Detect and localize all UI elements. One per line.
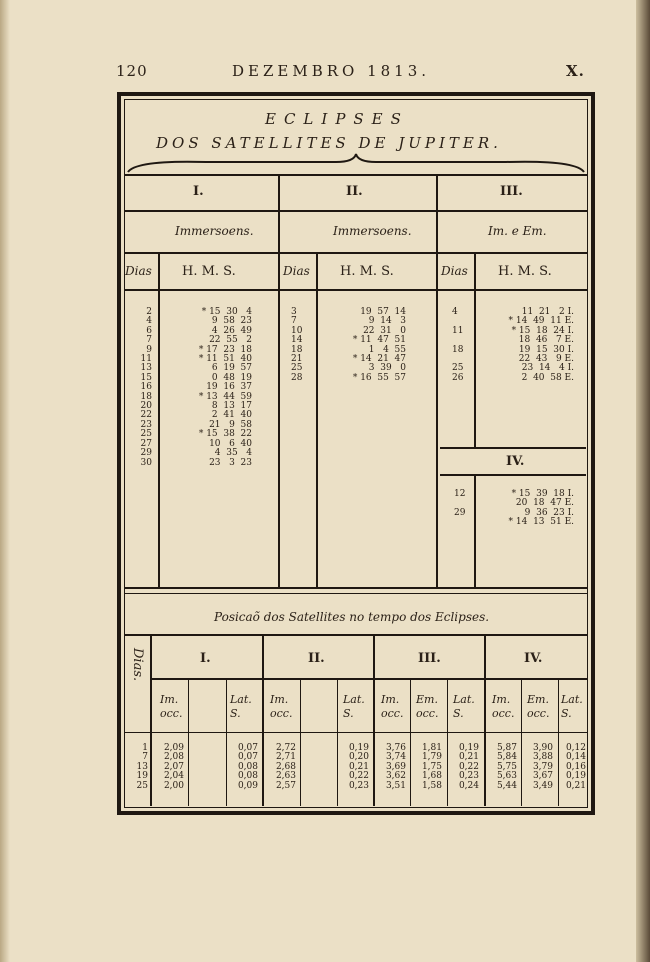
sub-lat-3: Lat. S. [453, 693, 475, 720]
sat-3-kind: Im. e Em. [488, 224, 547, 238]
hms-col-1: H. M. S. [182, 264, 236, 279]
sat-1-kind: Immersoens. [175, 224, 254, 238]
positions-title: Posicaõ dos Satellites no tempo dos Eclipses. [214, 610, 490, 624]
rule [124, 289, 588, 291]
sat-2-header: II. [346, 184, 363, 199]
sub-im-occ-2: Im. occ. [270, 693, 293, 720]
rule [440, 474, 586, 476]
rule [300, 680, 301, 806]
rule [436, 174, 438, 587]
eclipses-title: ECLIPSES [265, 110, 409, 128]
rule [558, 680, 559, 806]
sub-im-occ-4: Im. occ. [492, 693, 515, 720]
hms-col-3: H. M. S. [498, 264, 552, 279]
sat-3-header: III. [500, 184, 523, 199]
sat-2-days: 3 7 10 14 18 21 25 28 [291, 307, 303, 383]
sub-lat-4: Lat. S. [561, 693, 583, 720]
pos-3-em: 1,81 1,79 1,75 1,68 1,58 [421, 743, 442, 791]
sat-1-header: I. [193, 184, 204, 199]
pos-days: 1 7 13 19 25 [136, 743, 148, 791]
sub-im-occ-3: Im. occ. [381, 693, 404, 720]
dias-col-2: Dias [283, 264, 310, 278]
dias-vertical: Dias. [130, 648, 145, 682]
sub-lat-2: Lat. S. [343, 693, 365, 720]
sat-3-times: 11 21 2 I. * 14 49 11 E. * 15 18 24 I. 18 46 7 E. 19 15 30 I. 22 43 9 E. 23 14 4 I. 2 40 58 E. [508, 307, 574, 383]
pos-sat-3: III. [418, 651, 441, 666]
pos-sat-1: I. [200, 651, 211, 666]
rule [124, 210, 588, 212]
rule [337, 680, 338, 806]
sub-lat-1: Lat. S. [230, 693, 252, 720]
sat-4-times: * 15 39 18 I. 20 18 47 E. 9 36 23 I. * 14 13 51 E. [508, 489, 574, 528]
title-brace [126, 152, 586, 176]
dias-col-3: Dias [441, 264, 468, 278]
rule [262, 634, 264, 806]
pos-2-lat: 0,19 0,20 0,21 0,22 0,23 [348, 743, 369, 791]
pos-4-em: 3,90 3,88 3,79 3,67 3,49 [532, 743, 553, 791]
rule [447, 680, 448, 806]
page-number: 120 [116, 62, 148, 80]
sat-2-kind: Immersoens. [333, 224, 412, 238]
pos-sat-4: IV. [524, 651, 543, 666]
rule [158, 252, 160, 587]
pos-3-im: 3,76 3,74 3,69 3,62 3,51 [385, 743, 406, 791]
sat-1-days: 2 4 6 7 9 11 13 15 16 18 20 22 23 25 27 29 30 [140, 307, 152, 468]
rule [474, 252, 476, 447]
rule [124, 252, 588, 254]
page-edge [636, 0, 650, 962]
sat-2-times: 19 57 14 9 14 3 22 31 0 * 11 47 51 1 4 55 * 14 21 47 3 39 0 * 16 55 57 [352, 307, 406, 383]
sub-em-occ-4: Em. occ. [527, 693, 550, 720]
rule [124, 174, 588, 176]
pos-3-lat: 0,19 0,21 0,22 0,23 0,24 [458, 743, 479, 791]
rule [124, 634, 588, 636]
dias-col-1: Dias [125, 264, 152, 278]
sub-em-occ-3: Em. occ. [416, 693, 439, 720]
rule [150, 634, 152, 806]
page-spine-shadow [0, 0, 10, 962]
pos-sat-2: II. [308, 651, 325, 666]
pos-1-im: 2,09 2,08 2,07 2,04 2,00 [163, 743, 184, 791]
rule [440, 447, 586, 449]
rule [124, 587, 588, 589]
month-title: DEZEMBRO 1813. [232, 62, 431, 80]
pos-4-lat: 0,12 0,14 0,16 0,19 0,21 [565, 743, 586, 791]
sat-4-days: 12 29 [454, 489, 466, 518]
rule [474, 476, 476, 587]
rule [278, 174, 280, 587]
month-roman: X. [566, 62, 585, 80]
rule [484, 634, 486, 806]
pos-2-im: 2,72 2,71 2,68 2,63 2,57 [275, 743, 296, 791]
pos-1-lat: 0,07 0,07 0,08 0,08 0,09 [237, 743, 258, 791]
hms-col-2: H. M. S. [340, 264, 394, 279]
rule [152, 678, 588, 680]
rule [316, 252, 318, 587]
pos-4-im: 5,87 5,84 5,75 5,63 5,44 [496, 743, 517, 791]
sub-im-occ-1: Im. occ. [160, 693, 183, 720]
sat-1-times: * 15 30 4 9 58 23 4 26 49 22 55 2 * 17 23 18 * 11 51 40 6 19 57 0 48 19 19 16 37 * 13 44 59 8 13 17 2 41 40 21 9 58 * 15 38 22 10 6 40 4 35 4 23 3 23 [198, 307, 252, 468]
rule [124, 593, 588, 594]
jupiter-subtitle: DOS SATELLITES DE JUPITER. [156, 134, 502, 152]
rule [226, 680, 227, 806]
rule [124, 732, 588, 733]
sat-3-days: 4 11 18 25 26 [452, 307, 464, 383]
rule [373, 634, 375, 806]
sat-4-header: IV. [506, 454, 525, 469]
